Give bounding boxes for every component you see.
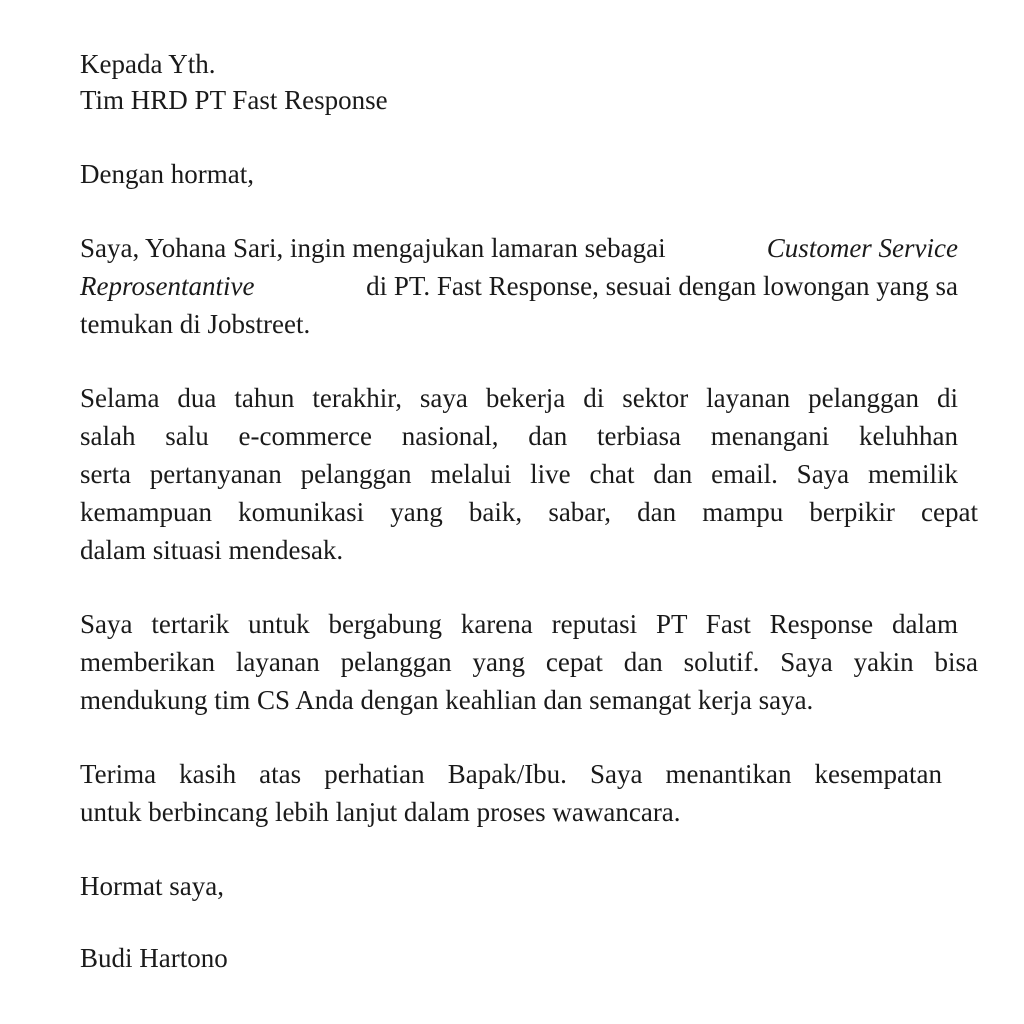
recipient-line-2: Tim HRD PT Fast Response — [80, 85, 388, 115]
paragraph-1-line-2 — [80, 268, 958, 304]
paragraph-1-line-3: temukan di Jobstreet. — [80, 309, 311, 339]
paragraph-3-line-2: memberikan layanan pelanggan yang cepat dan solutif. Saya yakin bisa — [80, 647, 978, 677]
paragraph-3-line-1: Saya tertarik untuk bergabung karena reputasi PT Fast Response dalam — [80, 609, 958, 639]
greeting: Dengan hormat, — [80, 159, 254, 189]
paragraph-2-line-5: dalam situasi mendesak. — [80, 535, 344, 565]
paragraph-1-line-1 — [80, 230, 958, 266]
position-title-italic: Customer Service — [766, 233, 958, 263]
closing: Hormat saya, — [80, 871, 224, 901]
paragraph-2-line-3: serta pertanyanan pelanggan melalui live chat dan email. Saya memilik — [80, 459, 958, 489]
paragraph-2-line-2: salah salu e-commerce nasional, dan terbiasa menangani keluhhan — [80, 421, 958, 451]
paragraph-4-line-1: Terima kasih atas perhatian Bapak/Ibu. Saya menantikan kesempatan — [80, 759, 942, 789]
paragraph-1-text-cont: di PT. Fast Response, sesuai dengan lowongan yang sa — [366, 271, 958, 301]
paragraph-1-text: Saya, Yohana Sari, ingin mengajukan lamaran sebagai — [80, 233, 666, 263]
paragraph-2-line-1: Selama dua tahun terakhir, saya bekerja di sektor layanan pelanggan di — [80, 383, 958, 413]
paragraph-2-line-4: kemampuan komunikasi yang baik, sabar, dan mampu berpikir cepat — [80, 497, 978, 527]
signature-name: Budi Hartono — [80, 943, 228, 973]
recipient-line-1: Kepada Yth. — [80, 49, 216, 79]
paragraph-4-line-2: untuk berbincang lebih lanjut dalam proses wawancara. — [80, 797, 681, 827]
position-title-italic-cont: Reprosentantive — [80, 271, 255, 301]
paragraph-3-line-3: mendukung tim CS Anda dengan keahlian dan semangat kerja saya. — [80, 685, 814, 715]
